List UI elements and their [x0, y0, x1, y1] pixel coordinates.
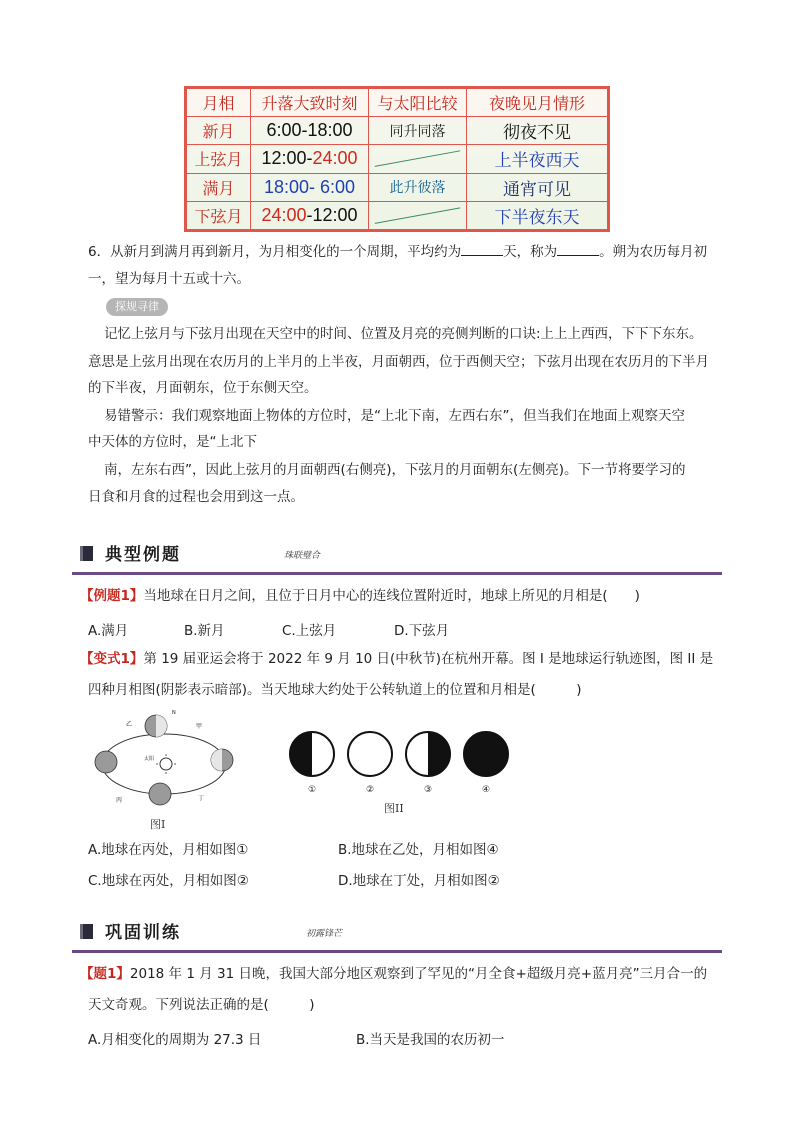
question-1-line2: 天文奇观。下列说法正确的是( )	[88, 997, 315, 1013]
q6-text: 。朔为农历每月初	[599, 244, 708, 260]
table-cell-night: 通宵可见	[467, 173, 608, 201]
question-6-line2: 一，望为每月十五或十六。	[88, 271, 250, 287]
moon-phase-3-icon	[406, 732, 450, 776]
table-cell-compare-diagonal	[369, 201, 467, 229]
tip-line: 易错警示：我们观察地面上物体的方位时，是“上北下南，左西右东”，但当我们在地面上观察天空	[104, 408, 685, 424]
example-text: 当地球在日月之间，且位于日月中心的连线位置附近时，地球上所见的月相是( )	[143, 588, 640, 604]
time-end: 24:00	[312, 148, 358, 169]
earth-left-icon	[95, 751, 117, 773]
phase-number: ③	[424, 785, 433, 795]
time-start: 24:00	[261, 204, 307, 225]
option-b[interactable]: B.当天是我国的农历初一	[356, 1032, 505, 1048]
q6-text: 6．从新月到满月再到新月，为月相变化的一个周期，平均约为	[88, 244, 462, 260]
table-cell-phase: 满月	[187, 173, 251, 201]
moon-phase-2-icon	[348, 732, 392, 776]
table-header: 升落大致时刻	[251, 89, 369, 117]
variant-text: 第 19 届亚运会将于 2022 年 9 月 10 日(中秋节)在杭州开幕。图 I 是地球运行轨迹图，图 II 是	[143, 651, 714, 667]
table-header: 月相	[187, 89, 251, 117]
moon-phases-diagram	[282, 726, 518, 796]
section-title	[80, 918, 181, 943]
orbit-diagram	[86, 708, 242, 814]
q6-text: 天，称为	[503, 244, 558, 260]
option-b[interactable]: B.地球在乙处，月相如图④	[338, 842, 499, 858]
question-1-line1	[80, 960, 720, 989]
section-subtitle: 珠联璧合	[284, 551, 321, 561]
option-a[interactable]: A.满月	[88, 623, 129, 639]
table-header: 与太阳比较	[369, 89, 467, 117]
earth-bottom-icon	[149, 783, 171, 805]
section-divider	[72, 572, 722, 575]
table-cell-night: 彻夜不见	[467, 117, 608, 145]
option-a[interactable]: A.月相变化的周期为 27.3 日	[88, 1032, 262, 1048]
orbit-label-jia: 甲	[196, 723, 203, 730]
table-header: 夜晚见月情形	[467, 89, 608, 117]
tip-line: 意思是上弦月出现在农历月的上半月的上半夜，月面朝西，位于西侧天空；下弦月出现在农历月的下半月	[88, 354, 709, 370]
orbit-label-bing: 丙	[116, 797, 123, 804]
question-6-line1	[88, 238, 728, 267]
phase-number: ②	[366, 785, 375, 795]
figure-2-label: 图II	[384, 802, 404, 815]
table-cell-compare-diagonal	[369, 145, 467, 173]
table-cell-time	[251, 145, 369, 173]
section-title	[80, 540, 181, 565]
book-icon	[80, 924, 93, 939]
table-cell-compare: 此升彼落	[369, 173, 467, 201]
tip-line: 南，左东右西”，因此上弦月的月面朝西(右侧亮)，下弦月的月面朝东(左侧亮)。下一节将要学习的	[104, 462, 686, 478]
option-d[interactable]: D.下弦月	[394, 623, 450, 639]
moon-phase-1-icon	[290, 732, 334, 776]
tip-line: 记忆上弦月与下弦月出现在天空中的时间、位置及月亮的亮侧判断的口诀:上上上西西，下下下东东。	[104, 326, 703, 342]
option-d[interactable]: D.地球在丁处，月相如图②	[338, 873, 500, 889]
sun-icon	[156, 754, 176, 774]
question-label: 【题1】	[80, 966, 130, 982]
section-title-text: 巩固训练	[105, 923, 181, 943]
phase-number: ④	[482, 785, 491, 795]
tip-line: 的下半夜，月面朝东，位于东侧天空。	[88, 380, 318, 396]
variant-1-line2: 四种月相图(阴影表示暗部)。当天地球大约处于公转轨道上的位置和月相是( )	[88, 682, 582, 698]
table-cell-phase: 新月	[187, 117, 251, 145]
figure-1-label: 图Ⅰ	[150, 818, 166, 831]
answer-blank[interactable]	[557, 242, 599, 256]
tip-line: 日食和月食的过程也会用到这一点。	[88, 489, 304, 505]
table-cell-time: 6:00-18:00	[251, 117, 369, 145]
example-label: 【例题1】	[80, 588, 144, 604]
table-cell-compare: 同升同落	[369, 117, 467, 145]
sun-label: 太阳	[144, 756, 155, 762]
orbit-label-ding: 丁	[198, 795, 205, 802]
answer-blank[interactable]	[461, 242, 503, 256]
table-cell-time	[251, 201, 369, 229]
moon-phase-4-icon	[464, 732, 508, 776]
option-c[interactable]: C.地球在丙处，月相如图②	[88, 873, 249, 889]
table-cell-phase: 下弦月	[187, 201, 251, 229]
orbit-label-yi: 乙	[126, 721, 133, 728]
table-cell-night: 下半夜东天	[467, 201, 608, 229]
section-subtitle: 初露锋芒	[306, 929, 343, 939]
example-1	[80, 582, 720, 611]
moon-phase-table	[184, 86, 610, 232]
option-a[interactable]: A.地球在丙处，月相如图①	[88, 842, 249, 858]
option-c[interactable]: C.上弦月	[282, 623, 337, 639]
tip-tag: 探规寻律	[106, 298, 168, 316]
phase-number: ①	[308, 785, 317, 795]
time-start: 12:00-	[261, 148, 313, 169]
section-title-text: 典型例题	[105, 545, 181, 565]
book-icon	[80, 546, 93, 561]
table-cell-night: 上半夜西天	[467, 145, 608, 173]
variant-1-line1	[80, 645, 720, 674]
section-divider	[72, 950, 722, 953]
table-cell-phase: 上弦月	[187, 145, 251, 173]
north-label: N	[172, 710, 176, 716]
table-cell-time: 18:00- 6:00	[251, 173, 369, 201]
question-text: 2018 年 1 月 31 日晚，我国大部分地区观察到了罕见的“月全食+超级月亮+蓝月亮”三月合一的	[129, 966, 708, 982]
variant-label: 【变式1】	[80, 651, 144, 667]
tip-line: 中天体的方位时，是“上北下	[88, 434, 257, 450]
option-b[interactable]: B.新月	[184, 623, 225, 639]
time-end: -12:00	[306, 204, 358, 225]
